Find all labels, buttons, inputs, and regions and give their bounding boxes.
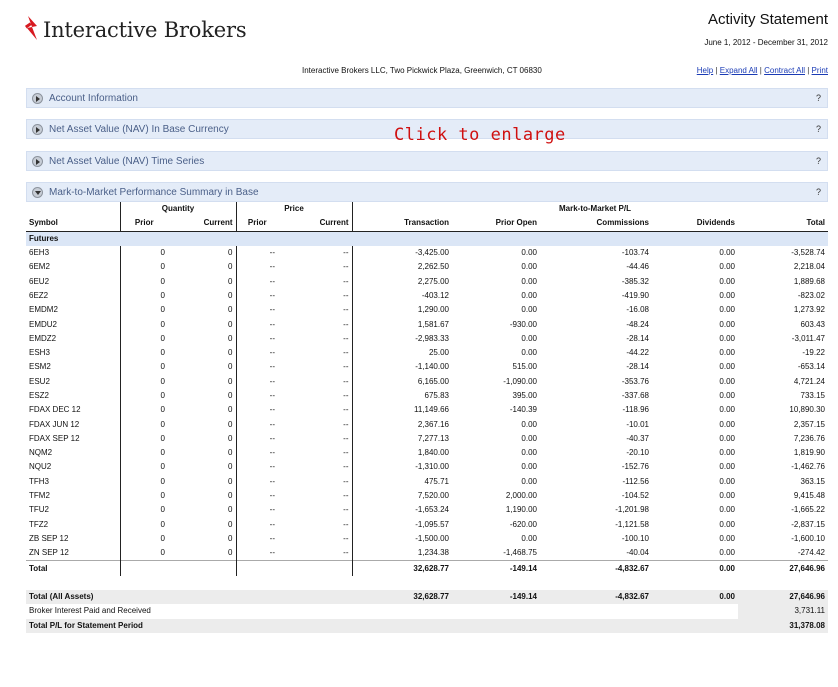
cell-transaction: 2,275.00 xyxy=(352,274,452,288)
cell-commissions: -103.74 xyxy=(621,248,649,258)
cell-qty-prior: 0 xyxy=(120,417,168,431)
cell-transaction: 11,149.66 xyxy=(352,403,452,417)
cell-total: -653.14 xyxy=(797,362,825,372)
cell-commissions: -1,121.58 xyxy=(615,519,649,529)
cell-qty-prior: 0 xyxy=(120,460,168,474)
cell-price-current: -- xyxy=(343,462,349,472)
cell-commissions: -353.76 xyxy=(621,376,649,386)
cell-qty-prior: 0 xyxy=(120,332,168,346)
cell-qty-current: 0 xyxy=(228,362,233,372)
cell-price-current: -- xyxy=(343,548,349,558)
cell-symbol: 6EZ2 xyxy=(29,290,49,300)
cell-transaction: 675.83 xyxy=(352,389,452,403)
ib-logo xyxy=(24,14,246,46)
cell-dividends: 0.00 xyxy=(719,548,735,558)
cell-prior-open: 1,190.00 xyxy=(505,505,537,515)
cell-dividends: 0.00 xyxy=(719,519,735,529)
cell-price-prior: -- xyxy=(236,317,278,331)
cell-symbol: ESM2 xyxy=(29,362,51,372)
cell-prior-open: -620.00 xyxy=(509,519,537,529)
cell-price-current: -- xyxy=(343,376,349,386)
cell-commissions: -40.04 xyxy=(626,548,649,558)
cell-price-prior: -- xyxy=(236,289,278,303)
cell-transaction: 2,367.16 xyxy=(352,417,452,431)
cell-qty-current: 0 xyxy=(228,548,233,558)
cell-price-current: -- xyxy=(343,319,349,329)
col-dividends: Dividends xyxy=(652,216,738,231)
cell-prior-open: -140.39 xyxy=(509,405,537,415)
cell-qty-current: 0 xyxy=(228,262,233,272)
cell-transaction: -1,500.00 xyxy=(352,532,452,546)
cell-prior-open: 0.00 xyxy=(521,290,537,300)
cell-dividends: 0.00 xyxy=(719,476,735,486)
cell-transaction: 7,277.13 xyxy=(352,432,452,446)
table-row xyxy=(26,460,828,474)
cell-transaction: -1,140.00 xyxy=(352,360,452,374)
cell-qty-prior: 0 xyxy=(120,403,168,417)
cell-symbol: ESU2 xyxy=(29,376,50,386)
page-title: Activity Statement xyxy=(707,11,828,28)
cell-qty-prior: 0 xyxy=(120,503,168,517)
cell-price-prior: -- xyxy=(236,274,278,288)
cell-dividends: 0.00 xyxy=(719,533,735,543)
cell-prior-open: 2,000.00 xyxy=(505,491,537,501)
cell-total: 10,890.30 xyxy=(789,405,825,415)
cell-prior-open: 0.00 xyxy=(521,262,537,272)
cell-transaction: -403.12 xyxy=(352,289,452,303)
cell-prior-open: 0.00 xyxy=(521,448,537,458)
cell-transaction: -3,425.00 xyxy=(352,246,452,260)
col-prior-open: Prior Open xyxy=(452,216,540,231)
cell-qty-current: 0 xyxy=(228,290,233,300)
cell-qty-prior: 0 xyxy=(120,518,168,532)
cell-transaction: -1,310.00 xyxy=(352,460,452,474)
col-commissions: Commissions xyxy=(540,216,652,231)
table-row xyxy=(26,260,828,274)
group-header-mtm: Mark-to-Market P/L xyxy=(558,204,631,214)
cell-dividends: 0.00 xyxy=(719,491,735,501)
cell-price-current: -- xyxy=(343,391,349,400)
cell-transaction: 1,581.67 xyxy=(352,317,452,331)
cell-total: 363.15 xyxy=(800,476,825,486)
cell-qty-prior: 0 xyxy=(120,532,168,546)
table-row xyxy=(26,375,828,389)
table-row xyxy=(26,546,828,561)
cell-symbol: EMDM2 xyxy=(29,305,58,315)
cell-total: -823.02 xyxy=(797,290,825,300)
col-symbol: Symbol xyxy=(26,216,120,231)
cell-price-prior: -- xyxy=(236,260,278,274)
col-total: Total xyxy=(738,216,828,231)
col-qty-prior: Prior xyxy=(120,216,168,231)
cell-qty-current: 0 xyxy=(228,348,233,358)
click-to-enlarge-overlay[interactable]: Click to enlarge xyxy=(394,125,566,145)
cell-symbol: TFZ2 xyxy=(29,519,49,529)
table-row xyxy=(26,403,828,417)
table-row xyxy=(26,475,828,489)
cell-symbol: ESH3 xyxy=(29,348,50,358)
cell-total: -3,528.74 xyxy=(791,248,825,258)
section-label: Mark-to-Market Performance Summary in Base xyxy=(49,186,259,198)
statement-period: June 1, 2012 - December 31, 2012 xyxy=(704,38,828,47)
cell-symbol: 6EM2 xyxy=(29,262,50,272)
cell-prior-open: 515.00 xyxy=(512,362,537,372)
table-row xyxy=(26,417,828,431)
cell-dividends: 0.00 xyxy=(719,391,735,400)
cell-transaction: -1,095.57 xyxy=(352,518,452,532)
cell-price-current: -- xyxy=(343,362,349,372)
cell-transaction: 1,234.38 xyxy=(352,546,452,561)
cell-price-current: -- xyxy=(343,348,349,358)
cell-symbol: 6EU2 xyxy=(29,276,50,286)
section-nav-time-series[interactable] xyxy=(26,151,828,171)
cell-total: 7,236.76 xyxy=(793,433,825,443)
cell-commissions: -28.14 xyxy=(626,333,649,343)
cell-qty-current: 0 xyxy=(228,505,233,515)
cell-qty-current: 0 xyxy=(228,448,233,458)
expand-arrow-icon[interactable] xyxy=(32,124,43,135)
cell-transaction: 6,165.00 xyxy=(352,375,452,389)
table-row xyxy=(26,274,828,288)
cell-qty-current: 0 xyxy=(228,462,233,472)
cell-prior-open: 0.00 xyxy=(521,248,537,258)
cell-prior-open: 0.00 xyxy=(521,276,537,286)
cell-commissions: -112.56 xyxy=(622,476,649,486)
cell-prior-open: 0.00 xyxy=(521,348,537,358)
cell-commissions: -28.14 xyxy=(626,362,649,372)
table-row xyxy=(26,389,828,403)
cell-prior-open: -1,090.00 xyxy=(503,376,537,386)
cell-total: 9,415.48 xyxy=(793,491,825,501)
cell-price-prior: -- xyxy=(236,489,278,503)
cell-total: -1,462.76 xyxy=(791,462,825,472)
cell-price-current: -- xyxy=(343,533,349,543)
cell-price-prior: -- xyxy=(236,389,278,403)
table-row xyxy=(26,246,828,260)
cell-total: -1,600.10 xyxy=(791,533,825,543)
cell-dividends: 0.00 xyxy=(719,505,735,515)
cell-price-current: -- xyxy=(343,276,349,286)
cell-commissions: -10.01 xyxy=(626,419,649,429)
cell-total: 733.15 xyxy=(800,391,825,400)
cell-total: 2,357.15 xyxy=(793,419,825,429)
cell-commissions: -44.22 xyxy=(626,348,649,358)
cell-qty-current: 0 xyxy=(228,333,233,343)
table-row xyxy=(26,446,828,460)
table-row xyxy=(26,317,828,331)
cell-total: -274.42 xyxy=(797,548,825,558)
collapse-arrow-icon[interactable] xyxy=(32,187,43,198)
cell-price-current: -- xyxy=(343,448,349,458)
cell-commissions: -44.46 xyxy=(626,262,649,272)
cell-symbol: FDAX SEP 12 xyxy=(29,433,80,443)
mtm-performance-table xyxy=(26,202,828,633)
col-qty-current: Current xyxy=(168,216,236,231)
cell-dividends: 0.00 xyxy=(719,290,735,300)
cell-symbol: FDAX JUN 12 xyxy=(29,419,80,429)
cell-price-prior: -- xyxy=(236,503,278,517)
cell-commissions: -100.10 xyxy=(621,533,649,543)
cell-qty-prior: 0 xyxy=(120,475,168,489)
cell-total: 1,819.90 xyxy=(793,448,825,458)
cell-price-prior: -- xyxy=(236,246,278,260)
cell-symbol: EMDZ2 xyxy=(29,333,57,343)
broker-interest-row: Broker Interest Paid and Received 3,731.11 xyxy=(26,604,828,618)
cell-price-current: -- xyxy=(343,290,349,300)
cell-qty-current: 0 xyxy=(228,376,233,386)
table-row xyxy=(26,332,828,346)
cell-qty-prior: 0 xyxy=(120,346,168,360)
table-row xyxy=(26,489,828,503)
cell-commissions: -419.90 xyxy=(621,290,649,300)
cell-transaction: -1,653.24 xyxy=(352,503,452,517)
cell-qty-prior: 0 xyxy=(120,546,168,561)
cell-symbol: NQM2 xyxy=(29,448,53,458)
table-row xyxy=(26,503,828,517)
cell-transaction: 2,262.50 xyxy=(352,260,452,274)
cell-prior-open: 0.00 xyxy=(521,533,537,543)
cell-commissions: -20.10 xyxy=(626,448,649,458)
cell-total: 603.43 xyxy=(800,319,825,329)
cell-price-prior: -- xyxy=(236,332,278,346)
cell-qty-prior: 0 xyxy=(120,303,168,317)
cell-prior-open: -930.00 xyxy=(509,319,537,329)
table-row xyxy=(26,303,828,317)
cell-commissions: -118.96 xyxy=(622,405,649,415)
cell-commissions: -16.08 xyxy=(626,305,649,315)
cell-qty-current: 0 xyxy=(228,433,233,443)
cell-symbol: ESZ2 xyxy=(29,391,50,400)
cell-symbol: NQU2 xyxy=(29,462,52,472)
cell-price-prior: -- xyxy=(236,417,278,431)
cell-symbol: 6EH3 xyxy=(29,248,50,258)
section-help[interactable]: ? xyxy=(815,93,821,103)
ib-flame-icon xyxy=(24,14,40,46)
cell-qty-current: 0 xyxy=(228,319,233,329)
cell-qty-current: 0 xyxy=(228,476,233,486)
cell-prior-open: 395.00 xyxy=(512,391,537,400)
section-help[interactable]: ? xyxy=(815,156,821,166)
broker-address: Interactive Brokers LLC, Two Pickwick Plaza, Greenwich, CT 06830 xyxy=(302,66,542,75)
cell-qty-prior: 0 xyxy=(120,246,168,260)
cell-transaction: 475.71 xyxy=(352,475,452,489)
cell-total: 1,273.92 xyxy=(793,305,825,315)
cell-price-current: -- xyxy=(343,248,349,258)
cell-dividends: 0.00 xyxy=(719,348,735,358)
cell-qty-prior: 0 xyxy=(120,375,168,389)
cell-prior-open: 0.00 xyxy=(521,333,537,343)
cell-qty-current: 0 xyxy=(228,248,233,258)
cell-commissions: -152.76 xyxy=(621,462,649,472)
cell-price-current: -- xyxy=(343,433,349,443)
cell-symbol: TFH3 xyxy=(29,476,49,486)
cell-price-current: -- xyxy=(343,419,349,429)
cell-qty-prior: 0 xyxy=(120,360,168,374)
cell-price-prior: -- xyxy=(236,360,278,374)
cell-dividends: 0.00 xyxy=(719,362,735,372)
section-help[interactable]: ? xyxy=(815,124,821,134)
expand-arrow-icon[interactable] xyxy=(32,156,43,167)
cell-qty-current: 0 xyxy=(228,276,233,286)
cell-commissions: -385.32 xyxy=(621,276,649,286)
cell-price-current: -- xyxy=(343,519,349,529)
col-transaction: Transaction xyxy=(352,216,452,231)
cell-prior-open: -1,468.75 xyxy=(503,548,537,558)
cell-qty-current: 0 xyxy=(228,533,233,543)
cell-price-prior: -- xyxy=(236,475,278,489)
category-label: Futures xyxy=(26,231,828,246)
col-price-prior: Prior xyxy=(236,216,278,231)
cell-price-current: -- xyxy=(343,491,349,501)
table-row xyxy=(26,432,828,446)
cell-price-current: -- xyxy=(343,476,349,486)
table-row xyxy=(26,289,828,303)
cell-price-prior: -- xyxy=(236,532,278,546)
cell-dividends: 0.00 xyxy=(719,448,735,458)
brand-name: Interactive Brokers xyxy=(43,18,247,42)
help-link[interactable]: Help xyxy=(696,66,714,75)
group-header-price: Price xyxy=(236,202,352,216)
cell-symbol: TFM2 xyxy=(29,491,50,501)
cell-price-current: -- xyxy=(343,405,349,415)
cell-prior-open: 0.00 xyxy=(521,462,537,472)
cell-total: -1,665.22 xyxy=(791,505,825,515)
cell-dividends: 0.00 xyxy=(719,376,735,386)
cell-symbol: ZB SEP 12 xyxy=(29,533,69,543)
table-row xyxy=(26,518,828,532)
cell-price-prior: -- xyxy=(236,518,278,532)
cell-transaction: 7,520.00 xyxy=(352,489,452,503)
cell-prior-open: 0.00 xyxy=(521,419,537,429)
cell-transaction: 1,840.00 xyxy=(352,446,452,460)
cell-qty-current: 0 xyxy=(228,305,233,315)
cell-qty-prior: 0 xyxy=(120,289,168,303)
cell-qty-current: 0 xyxy=(228,391,233,400)
section-label: Account Information xyxy=(49,92,138,104)
cell-commissions: -40.37 xyxy=(626,433,649,443)
cell-prior-open: 0.00 xyxy=(521,433,537,443)
section-mtm-summary[interactable] xyxy=(26,182,828,202)
table-row xyxy=(26,532,828,546)
cell-symbol: ZN SEP 12 xyxy=(29,548,69,558)
cell-total: -2,837.15 xyxy=(791,519,825,529)
top-links: Help | Expand All | Contract All | Print xyxy=(696,66,828,75)
section-help[interactable]: ? xyxy=(815,187,821,197)
cell-qty-prior: 0 xyxy=(120,489,168,503)
cell-prior-open: 0.00 xyxy=(521,305,537,315)
cell-price-prior: -- xyxy=(236,546,278,561)
cell-dividends: 0.00 xyxy=(719,405,735,415)
cell-total: 2,218.04 xyxy=(793,262,825,272)
cell-total: 4,721.24 xyxy=(793,376,825,386)
cell-qty-current: 0 xyxy=(228,405,233,415)
cell-qty-current: 0 xyxy=(228,491,233,501)
category-row xyxy=(26,231,828,246)
expand-all-link[interactable]: Expand All xyxy=(719,66,758,75)
cell-qty-prior: 0 xyxy=(120,274,168,288)
cell-qty-prior: 0 xyxy=(120,260,168,274)
cell-dividends: 0.00 xyxy=(719,462,735,472)
cell-total: 1,889.68 xyxy=(793,276,825,286)
cell-commissions: -104.52 xyxy=(621,491,649,501)
cell-price-prior: -- xyxy=(236,446,278,460)
group-header-quantity: Quantity xyxy=(120,202,236,216)
cell-total: -19.22 xyxy=(802,348,825,358)
cell-price-prior: -- xyxy=(236,375,278,389)
cell-qty-current: 0 xyxy=(228,519,233,529)
section-label: Net Asset Value (NAV) Time Series xyxy=(49,155,205,167)
cell-qty-prior: 0 xyxy=(120,317,168,331)
cell-dividends: 0.00 xyxy=(719,333,735,343)
cell-dividends: 0.00 xyxy=(719,248,735,258)
expand-arrow-icon[interactable] xyxy=(32,93,43,104)
cell-symbol: FDAX DEC 12 xyxy=(29,405,81,415)
col-price-current: Current xyxy=(278,216,352,231)
cell-transaction: 1,290.00 xyxy=(352,303,452,317)
cell-commissions: -1,201.98 xyxy=(615,505,649,515)
cell-price-current: -- xyxy=(343,305,349,315)
total-row: Total 32,628.77 -149.14 -4,832.67 0.00 27,646.96 xyxy=(26,561,828,576)
cell-commissions: -337.68 xyxy=(621,391,649,400)
cell-symbol: TFU2 xyxy=(29,505,49,515)
cell-total: -3,011.47 xyxy=(791,333,825,343)
cell-qty-prior: 0 xyxy=(120,432,168,446)
cell-price-prior: -- xyxy=(236,303,278,317)
cell-prior-open: 0.00 xyxy=(521,476,537,486)
section-account-information[interactable] xyxy=(26,88,828,108)
cell-dividends: 0.00 xyxy=(719,276,735,286)
section-label: Net Asset Value (NAV) In Base Currency xyxy=(49,123,229,135)
table-row xyxy=(26,346,828,360)
cell-qty-current: 0 xyxy=(228,419,233,429)
cell-price-current: -- xyxy=(343,505,349,515)
cell-dividends: 0.00 xyxy=(719,319,735,329)
cell-price-current: -- xyxy=(343,262,349,272)
cell-dividends: 0.00 xyxy=(719,305,735,315)
cell-price-prior: -- xyxy=(236,346,278,360)
cell-price-prior: -- xyxy=(236,460,278,474)
cell-price-current: -- xyxy=(343,333,349,343)
cell-price-prior: -- xyxy=(236,432,278,446)
cell-qty-prior: 0 xyxy=(120,389,168,403)
total-all-assets-row: Total (All Assets) 32,628.77 -149.14 -4,832.67 0.00 27,646.96 xyxy=(26,590,828,604)
cell-dividends: 0.00 xyxy=(719,419,735,429)
cell-transaction: -2,983.33 xyxy=(352,332,452,346)
total-pl-row: Total P/L for Statement Period 31,378.08 xyxy=(26,619,828,633)
contract-all-link[interactable]: Contract All xyxy=(764,66,805,75)
cell-dividends: 0.00 xyxy=(719,262,735,272)
cell-dividends: 0.00 xyxy=(719,433,735,443)
table-row xyxy=(26,360,828,374)
print-link[interactable]: Print xyxy=(811,66,828,75)
cell-price-prior: -- xyxy=(236,403,278,417)
cell-transaction: 25.00 xyxy=(352,346,452,360)
cell-commissions: -48.24 xyxy=(626,319,649,329)
cell-symbol: EMDU2 xyxy=(29,319,58,329)
cell-qty-prior: 0 xyxy=(120,446,168,460)
